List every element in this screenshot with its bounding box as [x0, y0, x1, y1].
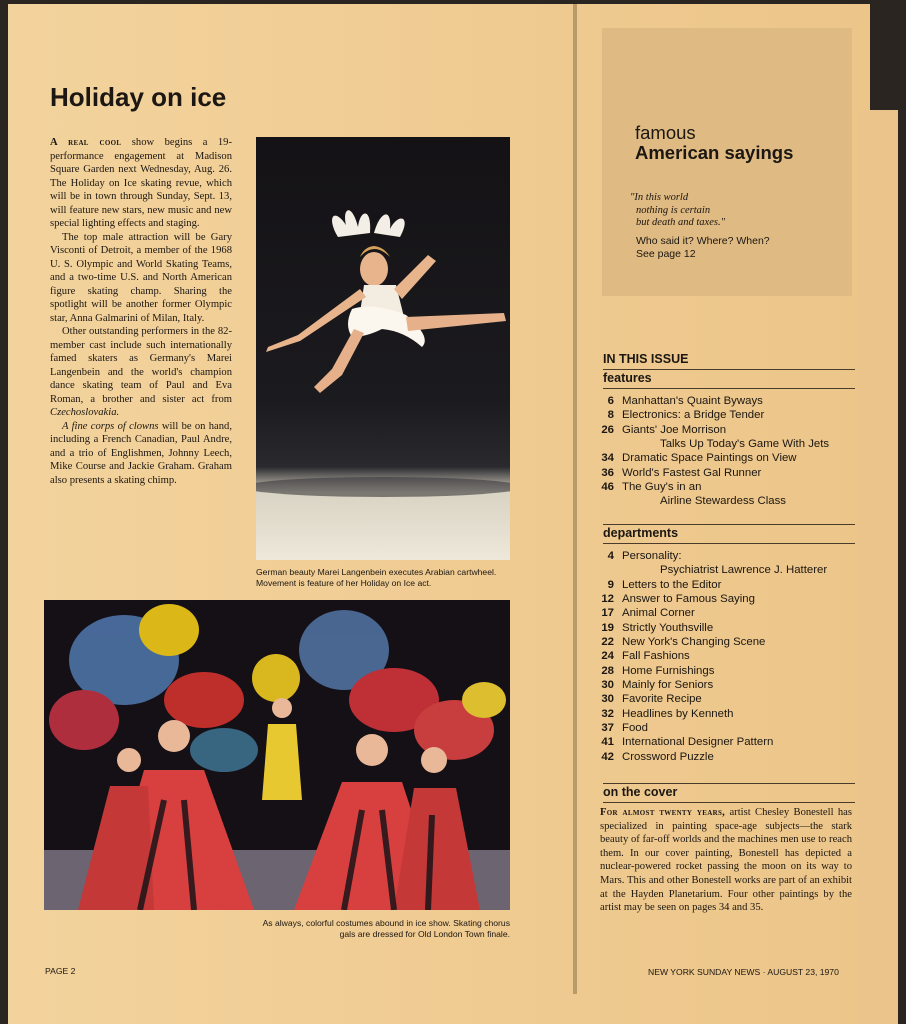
article-headline: Holiday on ice	[50, 82, 227, 112]
departments-list	[600, 549, 827, 764]
toc-page-number: 46	[601, 481, 614, 494]
toc-title: Airline Stewardess Class	[660, 495, 786, 508]
toc-title: Food	[622, 722, 648, 735]
toc-entry	[600, 423, 829, 437]
lead-caps: For almost twenty years,	[600, 807, 726, 818]
departments-heading: departments	[603, 526, 679, 540]
toc-page-number	[600, 563, 614, 577]
toc-title: New York's Changing Scene	[622, 636, 766, 649]
article-paragraph: Other outstanding performers in the 82-member cast include such internationally famed skaters as Germany's Marei Langenbein and the world's champion dance skating team of Paul and Eva Roman, a brother and sister act from Czechoslovakia.	[50, 326, 232, 418]
features-heading: features	[603, 371, 652, 385]
article-paragraph: A real cool show begins a 19-performance engagement at Madison Square Garden next Wednesday, Aug. 26. The Holiday on Ice skating revue, which will be in town through Sunday, Sept. 13, will feature new stars, new music and new special lighting effects and staging.	[50, 137, 232, 229]
divider	[603, 369, 855, 370]
features-list	[600, 394, 829, 509]
page-fold	[573, 4, 577, 994]
sayings-title: famous American sayings	[635, 122, 794, 163]
toc-title: Personality:	[622, 550, 682, 562]
toc-entry	[600, 578, 827, 592]
divider	[603, 388, 855, 389]
toc-title: Favorite Recipe	[622, 693, 702, 706]
toc-page-number: 37	[601, 722, 614, 735]
toc-page-number: 9	[607, 578, 614, 591]
toc-entry	[600, 621, 827, 635]
toc-page-number: 8	[607, 409, 614, 422]
toc-title: Electronics: a Bridge Tender	[622, 409, 765, 422]
toc-title: The Guy's in an	[622, 481, 702, 494]
skater-photo	[256, 137, 510, 560]
cover-description: For almost twenty years, artist Chesley Bonestell has specialized in painting space-age subjects—the stark beauty of far-off worlds and the machines men use to reach them. In our cover painting, Bonestell has depicted a nuclear-powered rocket passing the moon on its way to Mars. This and other Bonestell works are part of an exhibit at the Hayden Planetarium. Four other paintings by the artist may be seen on pages 34 and 35.	[600, 807, 853, 914]
toc-page-number: 4	[607, 550, 614, 562]
toc-title: Giants' Joe Morrison	[622, 423, 727, 436]
lead-caps: A real cool	[50, 137, 122, 148]
toc-page-number: 24	[601, 650, 614, 663]
toc-entry	[600, 707, 827, 721]
toc-entry	[600, 408, 829, 422]
article-paragraph: A fine corps of clowns will be on hand, including a French Canadian, Paul Andre, and a trio of Englishmen, Johnny Leech, Mike Course and Jackie Graham. Graham also presents a skating chimp.	[50, 420, 233, 486]
toc-title: Mainly for Seniors	[622, 679, 714, 692]
divider	[603, 783, 855, 784]
toc-entry	[600, 549, 827, 563]
in-this-issue-heading: IN THIS ISSUE	[603, 352, 689, 366]
toc-entry	[600, 678, 827, 692]
toc-title: Manhattan's Quaint Byways	[622, 395, 763, 407]
toc-entry	[600, 649, 827, 663]
article-paragraph: The top male attraction will be Gary Visconti of Detroit, a member of the 1968 U. S. Olympic and World Skating Teams, and a two-time U.S. and North American figure skating champ. Sharing the spotlight will be another former Olympic star, Anna Galmarini of Milan, Italy.	[50, 231, 232, 324]
toc-entry	[600, 592, 827, 606]
toc-entry	[600, 480, 829, 494]
toc-title: Home Furnishings	[622, 664, 715, 677]
toc-title: International Designer Pattern	[622, 736, 774, 749]
toc-entry	[600, 635, 827, 649]
toc-title: Strictly Youthsville	[622, 621, 714, 634]
saying-question: Who said it? Where? When? See page 12	[636, 235, 770, 260]
toc-page-number: 36	[601, 466, 614, 479]
toc-title: Letters to the Editor	[622, 578, 722, 591]
toc-page-number: 17	[601, 607, 614, 620]
toc-page-number: 34	[601, 452, 614, 465]
article-body	[50, 136, 232, 487]
toc-entry	[600, 563, 827, 577]
toc-page-number: 28	[601, 664, 614, 677]
famous-sayings-box	[602, 28, 852, 296]
toc-page-number: 12	[601, 593, 614, 606]
toc-page-number: 26	[601, 423, 614, 436]
toc-page-number: 19	[601, 621, 614, 634]
toc-entry	[600, 735, 827, 749]
toc-entry	[600, 750, 827, 764]
toc-entry	[600, 466, 829, 480]
toc-title: Animal Corner	[622, 607, 695, 620]
chorus-illustration	[44, 600, 510, 910]
toc-page-number	[600, 494, 614, 508]
toc-entry	[600, 394, 829, 408]
toc-page-number: 6	[607, 395, 614, 407]
photo-caption: German beauty Marei Langenbein executes Arabian cartwheel. Movement is feature of her Holiday on Ice act.	[256, 567, 497, 588]
page-number: PAGE 2	[45, 966, 76, 976]
skater-illustration	[256, 137, 510, 560]
chorus-photo	[44, 600, 510, 910]
toc-entry	[600, 721, 827, 735]
toc-entry	[600, 664, 827, 678]
publication-footer: NEW YORK SUNDAY NEWS · AUGUST 23, 1970	[648, 967, 839, 977]
divider	[603, 543, 855, 544]
toc-title: Answer to Famous Saying	[622, 593, 755, 606]
toc-title: World's Fastest Gal Runner	[622, 466, 762, 479]
photo-caption: As always, colorful costumes abound in ice show. Skating chorus gals are dressed for Old London Town finale.	[262, 918, 510, 939]
toc-page-number: 22	[601, 636, 614, 649]
toc-entry	[600, 606, 827, 620]
toc-title: Talks Up Today's Game With Jets	[660, 438, 830, 451]
toc-page-number: 30	[601, 693, 614, 706]
toc-page-number: 30	[601, 679, 614, 692]
toc-page-number	[600, 437, 614, 451]
cover-heading: on the cover	[603, 785, 678, 799]
toc-entry	[600, 692, 827, 706]
toc-title: Headlines by Kenneth	[622, 707, 734, 720]
toc-page-number: 41	[601, 736, 614, 749]
paper-edge	[858, 110, 898, 1024]
toc-page-number: 32	[601, 707, 614, 720]
toc-title: Fall Fashions	[622, 650, 690, 663]
saying-quote: "In this world nothing is certain but death and taxes."	[630, 192, 725, 228]
toc-entry	[600, 451, 829, 465]
divider	[603, 524, 855, 525]
toc-entry	[600, 437, 829, 451]
toc-page-number: 42	[601, 750, 614, 763]
toc-title: Psychiatrist Lawrence J. Hatterer	[660, 564, 828, 577]
divider	[603, 802, 855, 803]
toc-entry	[600, 494, 829, 508]
toc-title: Crossword Puzzle	[622, 750, 714, 763]
toc-title: Dramatic Space Paintings on View	[622, 452, 797, 465]
